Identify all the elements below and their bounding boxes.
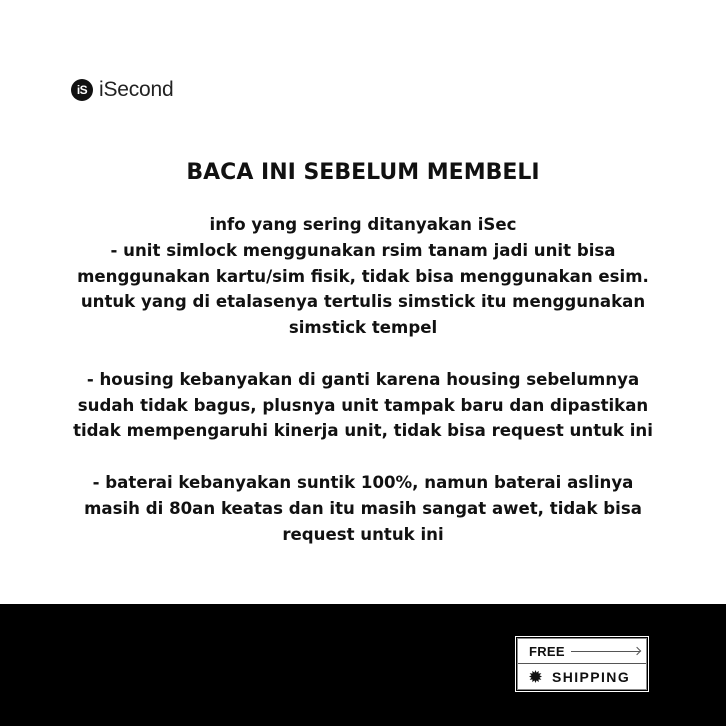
paragraph-line: masih di 80an keatas dan itu masih sangat awet, tidak bisa xyxy=(84,498,642,518)
info-paragraph-housing xyxy=(40,367,686,444)
paragraph-line: tidak mempengaruhi kinerja unit, tidak bisa request untuk ini xyxy=(73,421,653,441)
info-paragraph-battery xyxy=(40,470,686,547)
brand-logo xyxy=(71,78,174,102)
paragraph-line: simstick tempel xyxy=(288,318,438,338)
badge-free-label: FREE xyxy=(529,643,565,659)
paragraph-line: menggunakan kartu/sim fisik, tidak bisa menggunakan esim. xyxy=(77,266,649,286)
paragraph-line: request untuk ini xyxy=(282,524,444,544)
arrow-right-icon xyxy=(571,647,641,655)
paragraph-line: - baterai kebanyakan suntik 100%, namun baterai aslinya xyxy=(92,472,634,492)
intro-line: info yang sering ditanyakan iSec xyxy=(209,215,517,234)
info-paragraph-sim xyxy=(40,238,686,341)
paragraph-line: sudah tidak bagus, plusnya unit tampak baru dan dipastikan xyxy=(77,395,649,415)
headline: BACA INI SEBELUM MEMBELI xyxy=(186,160,540,185)
brand-logo-mark: iS xyxy=(71,79,93,101)
badge-shipping-label: SHIPPING xyxy=(552,668,631,685)
badge-row-shipping xyxy=(518,664,646,689)
paragraph-line: - unit simlock menggunakan rsim tanam jadi unit bisa xyxy=(110,240,616,260)
info-body xyxy=(40,212,686,547)
brand-name: iSecond xyxy=(99,78,174,101)
free-shipping-badge xyxy=(517,638,647,690)
starburst-icon xyxy=(529,670,542,683)
paragraph-line: - housing kebanyakan di ganti karena housing sebelumnya xyxy=(86,369,640,389)
paragraph-line: untuk yang di etalasenya tertulis simstick itu menggunakan xyxy=(80,292,646,312)
badge-row-free xyxy=(518,639,646,664)
